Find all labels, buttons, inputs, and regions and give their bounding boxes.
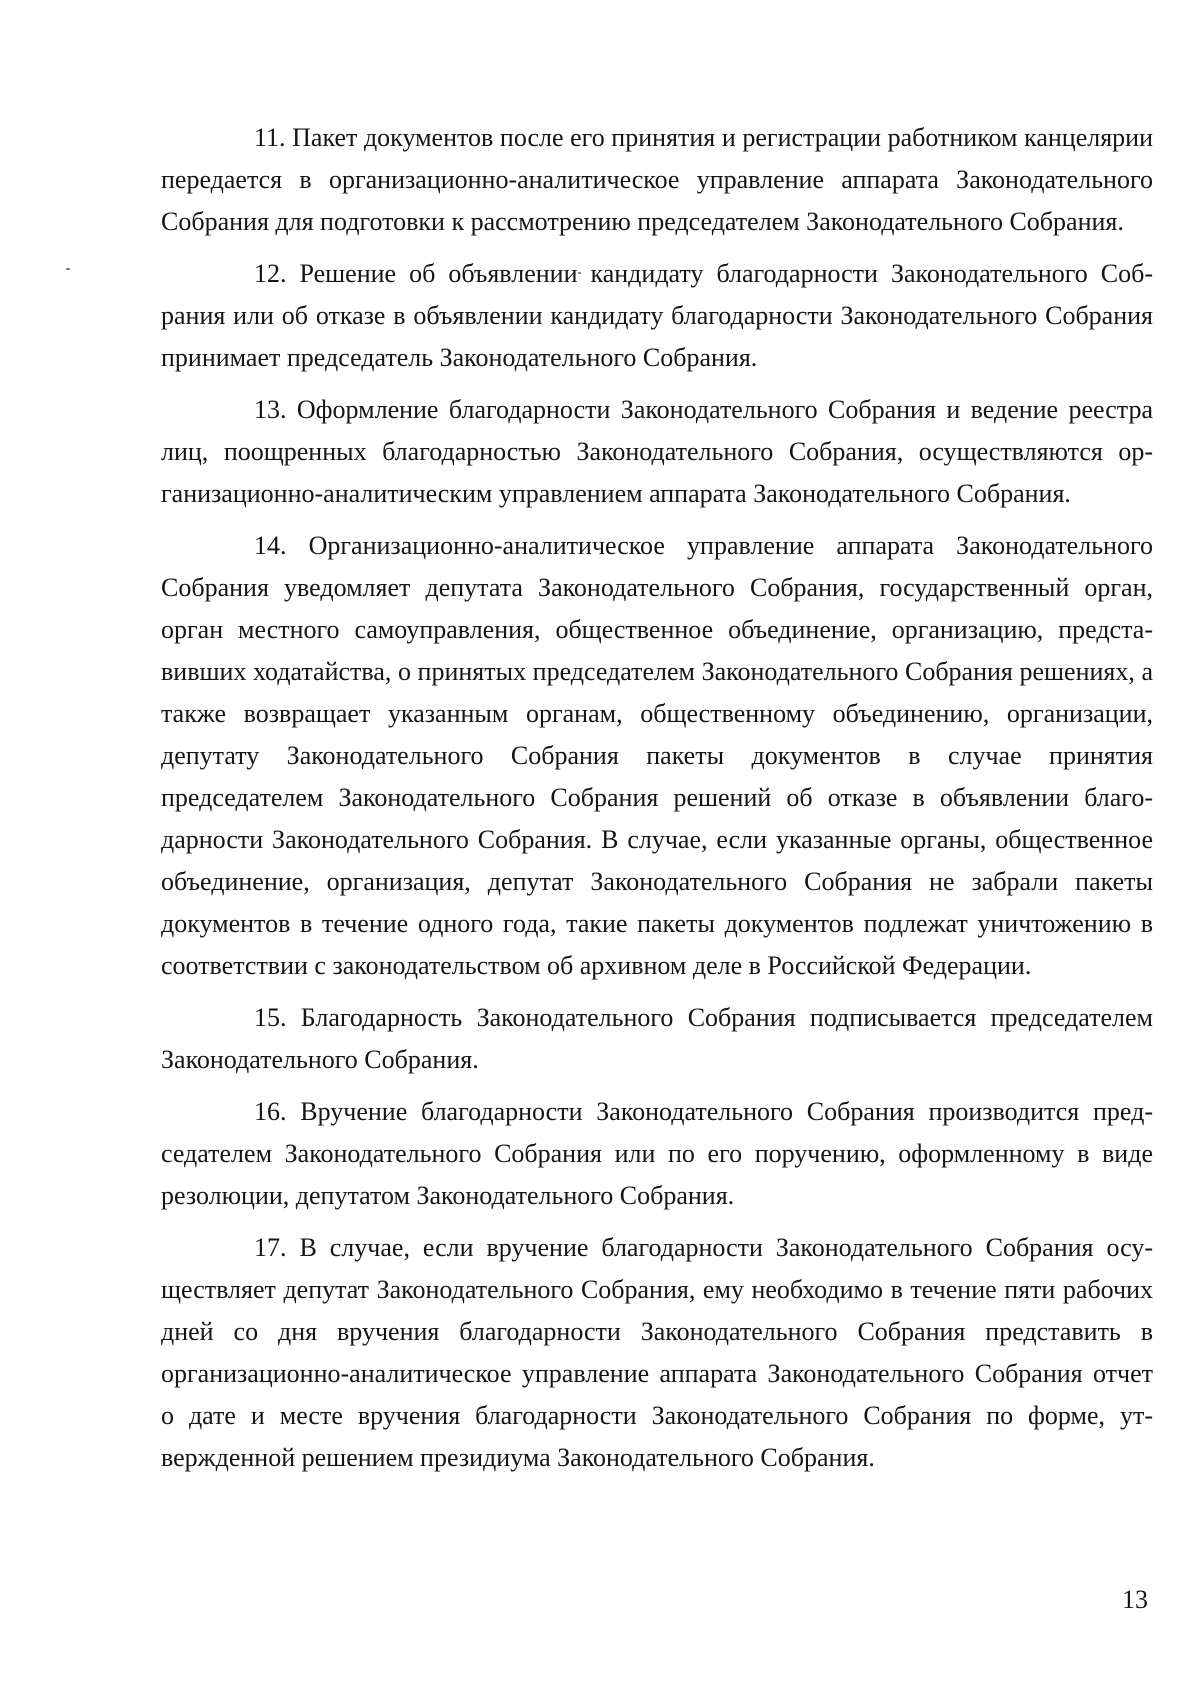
- paragraph-16: 16. Вручение благодарности Законодательного Собрания производится председателем Законодательного Собрания или по его поручению, оформленному в виде резолюции, депутатом Законодательного Собрания.: [161, 1097, 1153, 1210]
- paragraph-15: 15. Благодарность Законодательного Собрания подписывается председателем Законодательного Собрания.: [161, 1003, 1153, 1074]
- paragraph-12: 12. Решение об объявлении кандидату благодарности Законодательного Собрания или об отказе в объявлении кандидату благодарности Законодательного Собрания принимает председатель Законодательного Собрания.: [161, 259, 1153, 372]
- page-number: 13: [1122, 1585, 1148, 1614]
- paragraph-17: 17. В случае, если вручение благодарности Законодательного Собрания осуществляет депутат Законодательного Собрания, ему необходимо в течение пяти рабочих дней со дня вручения благодарности Законодательного Собрания представить в организационно-аналитическое управление аппарата Законодательного Собрания отчет о дате и месте вручения благодарности Законодательного Собрания по форме, утвержденной решением президиума Законодательного Собрания.: [161, 1233, 1153, 1472]
- paragraph-11: 11. Пакет документов после его принятия и регистрации работником канцелярии передается в организационно-аналитическое управление аппарата Законодательного Собрания для подготовки к рассмотрению председателем Законодательного Собрания.: [161, 123, 1153, 236]
- paragraph-14: 14. Организационно-аналитическое управление аппарата Законодательного Собрания уведомляет депутата Законодательного Собрания, государственный орган, орган местного самоуправления, общественное объединение, организацию, представивших ходатайства, о принятых председателем Законодательного Собрания решениях, а также возвращает указанным органам, общественному объединению, организации, депутату Законодательного Собрания пакеты документов в случае принятия председателем Законодательного Собрания решений об отказе в объявлении благодарности Законодательного Собрания. В случае, если указанные органы, общественное объединение, организация, депутат Законодательного Собрания не забрали пакеты документов в течение одного года, такие пакеты документов подлежат уничтожению в соответствии с законодательством об архивном деле в Российской Федерации.: [161, 531, 1153, 980]
- document-body: [161, 117, 1153, 1489]
- paragraph-13: 13. Оформление благодарности Законодательного Собрания и ведение реестра лиц, поощренных благодарностью Законодательного Собрания, осуществляются организационно-аналитическим управлением аппарата Законодательного Собрания.: [161, 395, 1153, 508]
- scan-speck: [66, 268, 70, 270]
